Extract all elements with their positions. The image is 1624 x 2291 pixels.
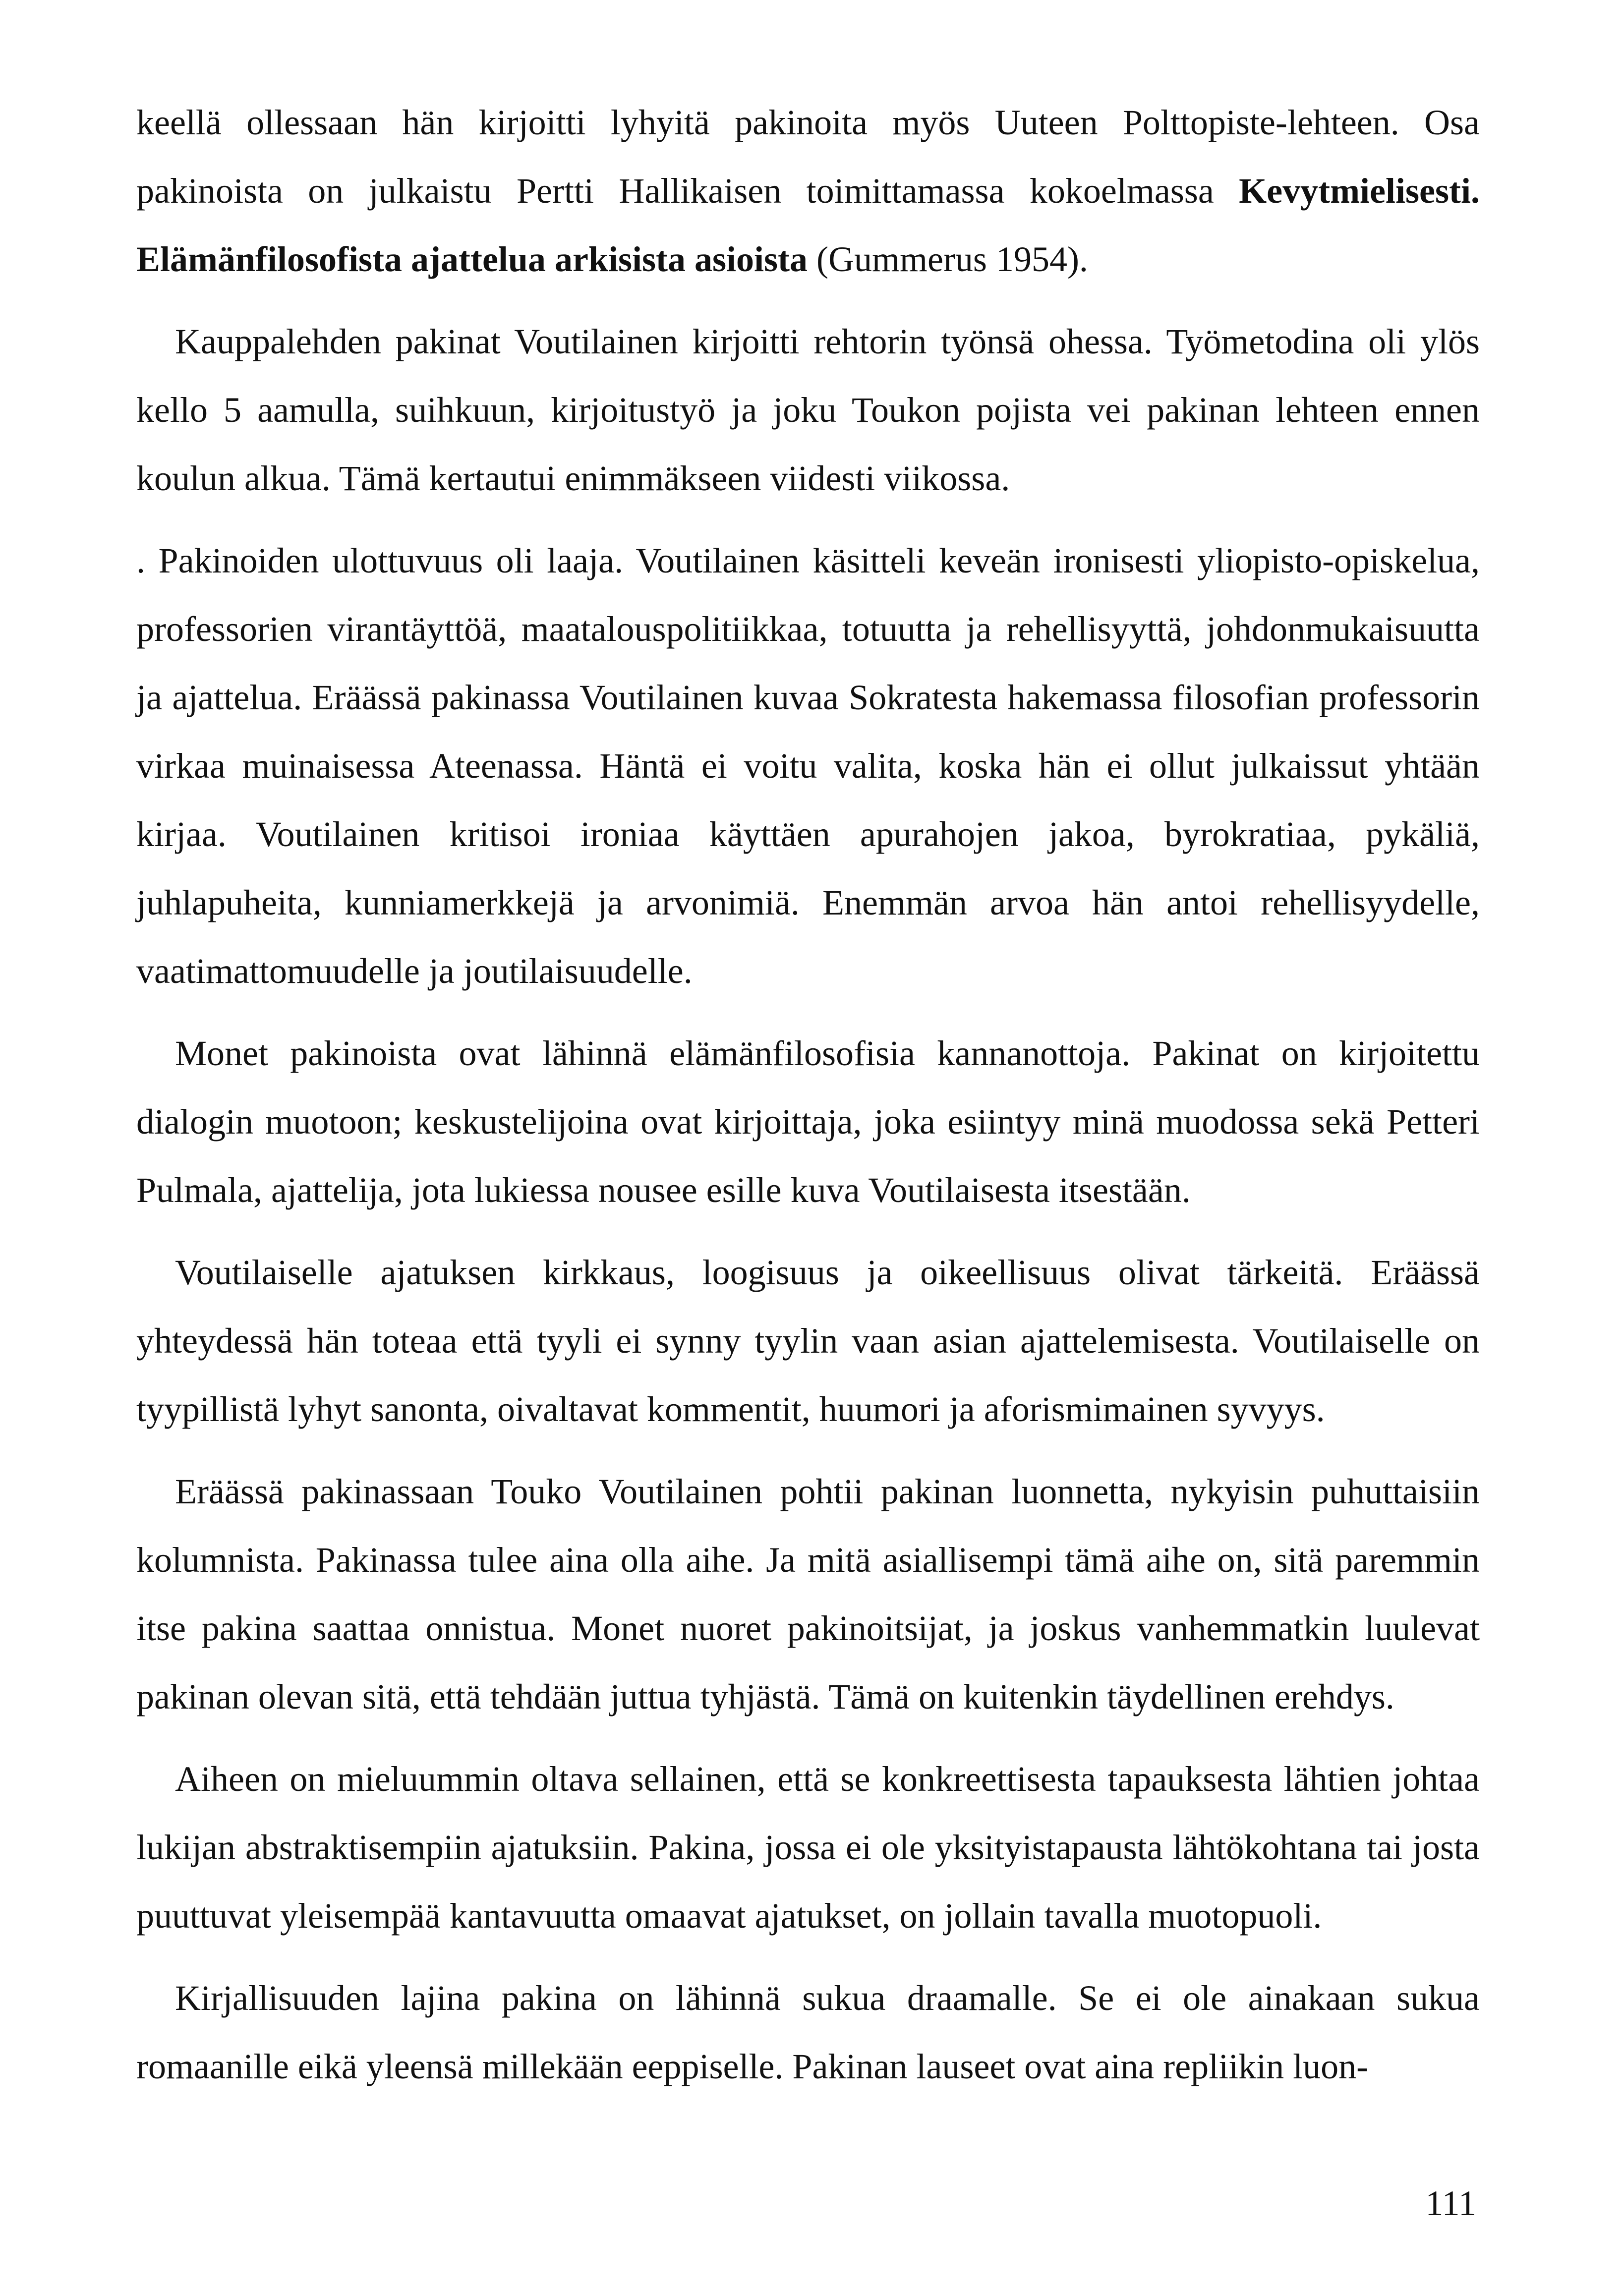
page-number: 111	[1425, 2183, 1476, 2223]
paragraph-4: Monet pakinoista ovat lähinnä elämänfilosofisia kannanottoja. Pakinat on kirjoitettu dialogin muotoon; keskustelijoina ovat kirjoittaja, joka esiintyy minä muodossa sekä Petteri Pulmala, ajattelija, jota lukiessa nousee esille kuva Voutilaisesta itsestään.	[136, 1033, 1480, 1210]
paragraph-1	[136, 88, 1480, 293]
paragraph-5: Voutilaiselle ajatuksen kirkkaus, loogisuus ja oikeellisuus olivat tärkeitä. Eräässä yhteydessä hän toteaa että tyyli ei synny tyylin vaan asian ajattelemisesta. Voutilaiselle on tyypillistä lyhyt sanonta, oivaltavat kommentit, huumori ja aforismimainen syvyys.	[136, 1253, 1480, 1429]
book-title: Kevytmielisesti. Elämänfilosofista ajattelua arkisista asioista	[136, 171, 1480, 279]
paragraph-6: Eräässä pakinassaan Touko Voutilainen pohtii pakinan luonnetta, nykyisin puhuttaisiin kolumnista. Pakinassa tulee aina olla aihe. Ja mitä asiallisempi tämä aihe on, sitä paremmin itse pakina saattaa onnistua. Monet nuoret pakinoitsijat, ja joskus vanhemmatkin luulevat pakinan olevan sitä, että tehdään juttua tyhjästä. Tämä on kuitenkin täydellinen erehdys.	[136, 1472, 1480, 1717]
paragraph-1-publisher: (Gummerus 1954).	[808, 239, 1088, 279]
paragraph-7: Aiheen on mieluummin oltava sellainen, että se konkreettisesta tapauksesta lähtien johtaa lukijan abstraktisempiin ajatuksiin. Pakina, jossa ei ole yksityistapausta lähtökohtana tai josta puuttuvat yleisempää kantavuutta omaavat ajatukset, on jollain tavalla muotopuoli.	[136, 1759, 1480, 1936]
paragraph-1-text: keellä ollessaan hän kirjoitti lyhyitä pakinoita myös Uuteen Polttopiste-lehteen. Osa pakinoista on julkaistu Pertti Hallikaisen toimittamassa kokoelmassa	[136, 103, 1480, 211]
paragraph-3: . Pakinoiden ulottuvuus oli laaja. Voutilainen käsitteli keveän ironisesti yliopisto-opiskelua, professorien virantäyttöä, maatalouspolitiikkaa, totuutta ja rehellisyyttä, johdonmukaisuutta ja ajattelua. Eräässä pakinassa Voutilainen kuvaa Sokratesta hakemassa filosofian professorin virkaa muinaisessa Ateenassa. Häntä ei voitu valita, koska hän ei ollut julkaissut yhtään kirjaa. Voutilainen kritisoi ironiaa käyttäen apurahojen jakoa, byrokratiaa, pykäliä, juhlapuheita, kunniamerkkejä ja arvonimiä. Enemmän arvoa hän antoi rehellisyydelle, vaatimattomuudelle ja joutilaisuudelle.	[136, 541, 1480, 991]
paragraph-2: Kauppalehden pakinat Voutilainen kirjoitti rehtorin työnsä ohessa. Työmetodina oli ylös kello 5 aamulla, suihkuun, kirjoitustyö ja joku Toukon pojista vei pakinan lehteen ennen koulun alkua. Tämä kertautui enimmäkseen viidesti viikossa.	[136, 322, 1480, 498]
paragraph-8: Kirjallisuuden lajina pakina on lähinnä sukua draamalle. Se ei ole ainakaan sukua romaanille eikä yleensä millekään eeppiselle. Pakinan lauseet ovat aina repliikin luon-	[136, 1978, 1480, 2086]
body-text	[136, 88, 1480, 2101]
